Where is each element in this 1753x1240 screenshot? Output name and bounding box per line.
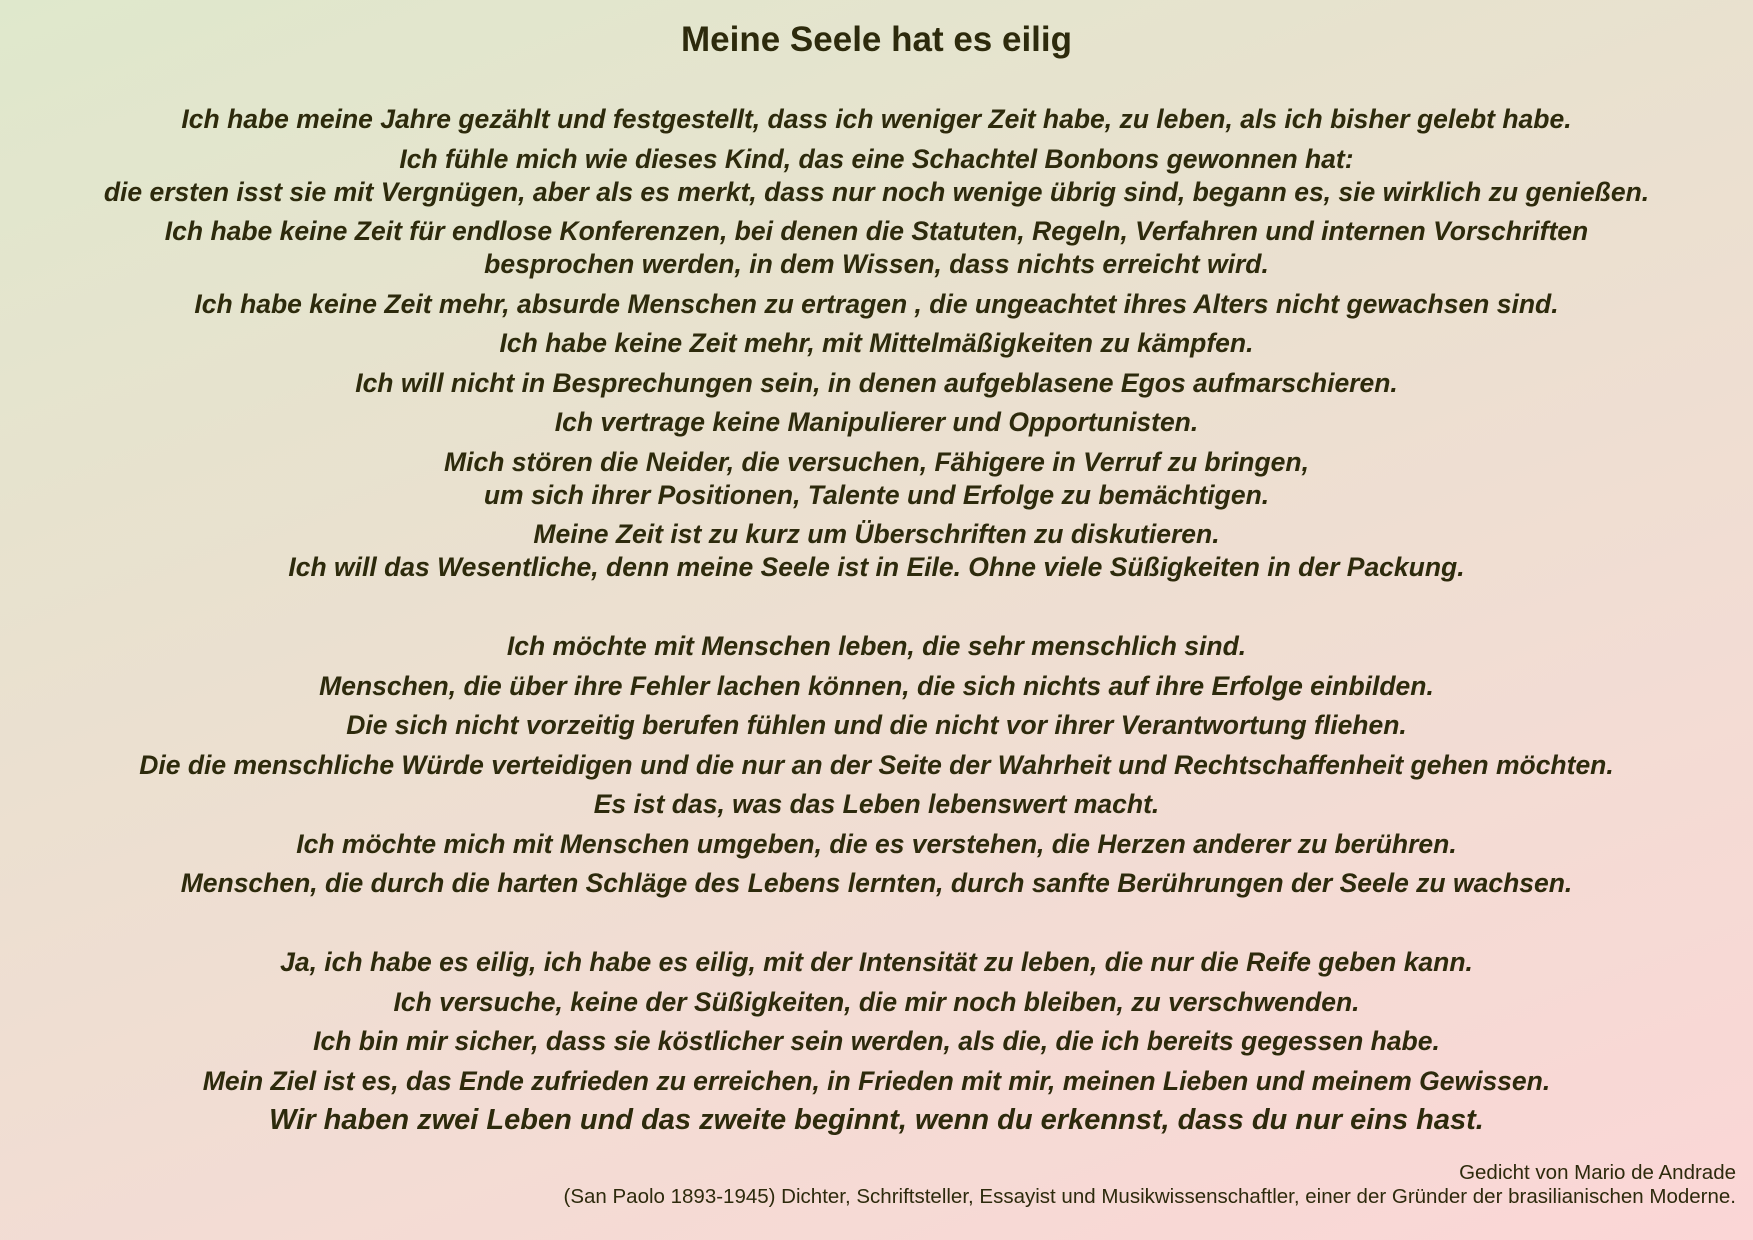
poem-line: Ich bin mir sicher, dass sie köstlicher sein werden, als die, die ich bereits gegessen habe. <box>313 1026 1440 1056</box>
poem-line: Ich möchte mich mit Menschen umgeben, die es verstehen, die Herzen anderer zu berühren. <box>296 828 1457 859</box>
poem-line: Ich fühle mich wie dieses Kind, das eine Schachtel Bonbons gewonnen hat: <box>399 143 1354 174</box>
poem-line: Ich habe meine Jahre gezählt und festgestellt, dass ich weniger Zeit habe, zu leben, als ich bisher gelebt habe. <box>181 104 1572 134</box>
poem-line: Ich habe keine Zeit mehr, mit Mittelmäßigkeiten zu kämpfen. <box>499 328 1254 358</box>
poem-line: Die sich nicht vorzeitig berufen fühlen und die nicht vor ihrer Verantwortung fliehen. <box>346 710 1407 740</box>
poem-body <box>0 102 1753 1143</box>
poem-line: Ich will nicht in Besprechungen sein, in denen aufgeblasene Egos aufmarschieren. <box>355 367 1398 398</box>
poem-closing-line: Wir haben zwei Leben und das zweite beginnt, wenn du erkennst, dass du nur eins hast. <box>269 1104 1484 1136</box>
poem-line: Meine Zeit ist zu kurz um Überschriften zu diskutieren. <box>533 519 1220 549</box>
poem-line: Ich will das Wesentliche, denn meine Seele ist in Eile. Ohne viele Süßigkeiten in der Packung. <box>288 552 1465 582</box>
poem-line: Menschen, die über ihre Fehler lachen können, die sich nichts auf ihre Erfolge einbilden. <box>319 670 1434 701</box>
poem-line: Ich habe keine Zeit mehr, absurde Menschen zu ertragen , die ungeachtet ihres Alters nicht gewachsen sind. <box>194 288 1559 319</box>
poem-line: Die die menschliche Würde verteidigen und die nur an der Seite der Wahrheit und Rechtschaffenheit gehen möchten. <box>139 749 1614 780</box>
poem-author-bio: (San Paolo 1893-1945) Dichter, Schriftsteller, Essayist und Musikwissenschaftler, einer der Gründer der brasilianischen Moderne. <box>563 1185 1736 1208</box>
poem-line: die ersten isst sie mit Vergnügen, aber als es merkt, dass nur noch wenige übrig sind, begann es, sie wirklich zu genießen. <box>103 176 1650 207</box>
poem-line: Ich versuche, keine der Süßigkeiten, die mir noch bleiben, zu verschwenden. <box>393 986 1360 1017</box>
poem-line: Mich stören die Neider, die versuchen, Fähigere in Verruf zu bringen, <box>444 446 1309 477</box>
poem-line: Mein Ziel ist es, das Ende zufrieden zu erreichen, in Frieden mit mir, meinen Lieben und meinem Gewissen. <box>202 1065 1551 1096</box>
poem-line: um sich ihrer Positionen, Talente und Erfolge zu bemächtigen. <box>483 479 1270 510</box>
poem-line: Menschen, die durch die harten Schläge des Lebens lernten, durch sanfte Berührungen der Seele zu wachsen. <box>180 868 1573 898</box>
poem-line: Ich vertrage keine Manipulierer und Opportunisten. <box>554 407 1199 437</box>
poem-author-credit: Gedicht von Mario de Andrade <box>1459 1161 1736 1184</box>
poem-title: Meine Seele hat es eilig <box>681 20 1072 59</box>
poem-line: Ja, ich habe es eilig, ich habe es eilig, mit der Intensität zu leben, die nur die Reife geben kann. <box>280 947 1473 977</box>
poem-line: Ich habe keine Zeit für endlose Konferenzen, bei denen die Statuten, Regeln, Verfahren und internen Vorschriften <box>164 216 1589 246</box>
poem-line: Ich möchte mit Menschen leben, die sehr menschlich sind. <box>506 631 1247 661</box>
poem-line: besprochen werden, in dem Wissen, dass nichts erreicht wird. <box>484 249 1269 279</box>
poem-line: Es ist das, was das Leben lebenswert macht. <box>593 789 1160 819</box>
